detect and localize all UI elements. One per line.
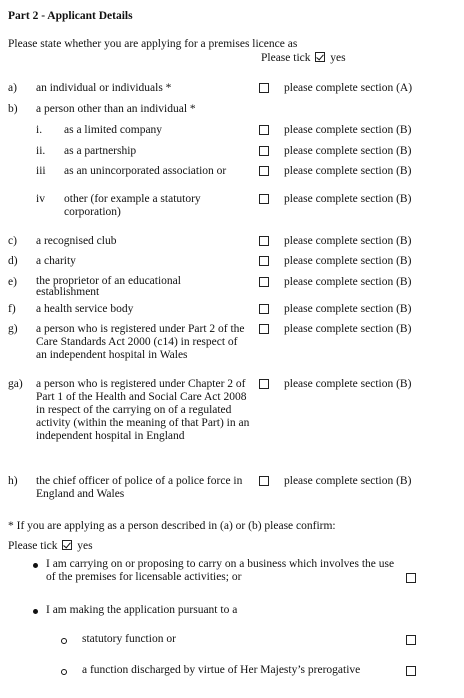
sub-bullet-icon (61, 669, 67, 675)
checkbox-prerogative-function[interactable] (406, 666, 416, 676)
subitem-text: as an unincorporated association or (64, 165, 227, 177)
checkbox-charity[interactable] (259, 256, 269, 266)
item-text: an individual or individuals * (36, 82, 172, 94)
item-text: a health service body (36, 303, 134, 315)
item-action: please complete section (B) (284, 193, 412, 205)
please-tick-instruction-bottom (8, 540, 93, 553)
item-action: please complete section (B) (284, 303, 412, 315)
checkbox-independent-hospital-england[interactable] (259, 379, 269, 389)
subitem-marker: i. (36, 124, 43, 136)
item-marker: b) (8, 103, 18, 115)
item-text: a recognised club (36, 235, 117, 247)
item-action: please complete section (A) (284, 82, 413, 94)
item-marker: d) (8, 255, 18, 267)
item-marker: ga) (8, 378, 23, 390)
checkbox-health-service-body[interactable] (259, 304, 269, 314)
please-tick-instruction (261, 52, 346, 65)
checkbox-individual[interactable] (259, 83, 269, 93)
item-action: please complete section (B) (284, 165, 412, 177)
checkbox-statutory-function[interactable] (406, 635, 416, 645)
subitem-text: other (for example a statutory corporation) (64, 193, 201, 218)
item-action: please complete section (B) (284, 124, 412, 136)
item-text: a person who is registered under Chapter 2 of Part 1 of the Health and Social Care Act 2008 in respect of the carrying on of a regulated activity (within the meaning of that Part) in an independent hospital in England (36, 378, 250, 442)
subitem-marker: iii (36, 165, 46, 177)
item-text: the proprietor of an educational establishment (36, 275, 181, 298)
item-action: please complete section (B) (284, 255, 412, 267)
checkbox-independent-hospital-wales[interactable] (259, 324, 269, 334)
sub-bullet-icon (61, 638, 67, 644)
checkbox-chief-officer-police[interactable] (259, 476, 269, 486)
item-action: please complete section (B) (284, 145, 412, 157)
checkbox-educational-establishment[interactable] (259, 277, 269, 287)
item-text: a charity (36, 255, 76, 267)
item-action: please complete section (B) (284, 323, 412, 335)
checkbox-business-use[interactable] (406, 573, 416, 583)
checkbox-recognised-club[interactable] (259, 236, 269, 246)
item-text: a person other than an individual * (36, 103, 196, 115)
item-marker: f) (8, 303, 16, 315)
checkbox-other[interactable] (259, 194, 269, 204)
please-tick-label: Please tick (8, 540, 58, 552)
item-marker: a) (8, 82, 17, 94)
item-action: please complete section (B) (284, 235, 412, 247)
item-marker: c) (8, 235, 17, 247)
subitem-text: as a partnership (64, 145, 137, 157)
item-action: please complete section (B) (284, 276, 412, 288)
item-marker: e) (8, 276, 17, 288)
tick-example-icon (62, 540, 72, 550)
confirm-note: * If you are applying as a person described in (a) or (b) please confirm: (8, 520, 336, 532)
subitem-text: as a limited company (64, 124, 163, 136)
item-action: please complete section (B) (284, 378, 412, 390)
bullet-icon (33, 609, 38, 614)
subitem-marker: ii. (36, 145, 46, 157)
yes-label: yes (330, 52, 346, 64)
item-action: please complete section (B) (284, 475, 412, 487)
tick-example-icon (315, 52, 325, 62)
item-marker: g) (8, 323, 18, 335)
item-marker: h) (8, 475, 18, 487)
item-text: a person who is registered under Part 2 of the Care Standards Act 2000 (c14) in respect of an independent hospital in Wales (36, 323, 245, 361)
bullet-icon (33, 563, 38, 568)
intro-text: Please state whether you are applying for a premises licence as (8, 38, 298, 50)
prerogative-function-text: a function discharged by virtue of Her Majesty’s prerogative (82, 664, 361, 676)
please-tick-label: Please tick (261, 52, 311, 64)
yes-label: yes (77, 540, 93, 552)
checkbox-limited-company[interactable] (259, 125, 269, 135)
checkbox-partnership[interactable] (259, 146, 269, 156)
statutory-function-text: statutory function or (82, 633, 176, 645)
item-text: the chief officer of police of a police force in England and Wales (36, 475, 243, 500)
page-title: Part 2 - Applicant Details (8, 10, 133, 22)
confirm-business-text: I am carrying on or proposing to carry on a business which involves the use of the premises for licensable activities; or (46, 558, 395, 583)
checkbox-unincorporated-association[interactable] (259, 166, 269, 176)
subitem-marker: iv (36, 193, 45, 205)
confirm-application-text: I am making the application pursuant to a (46, 604, 238, 616)
